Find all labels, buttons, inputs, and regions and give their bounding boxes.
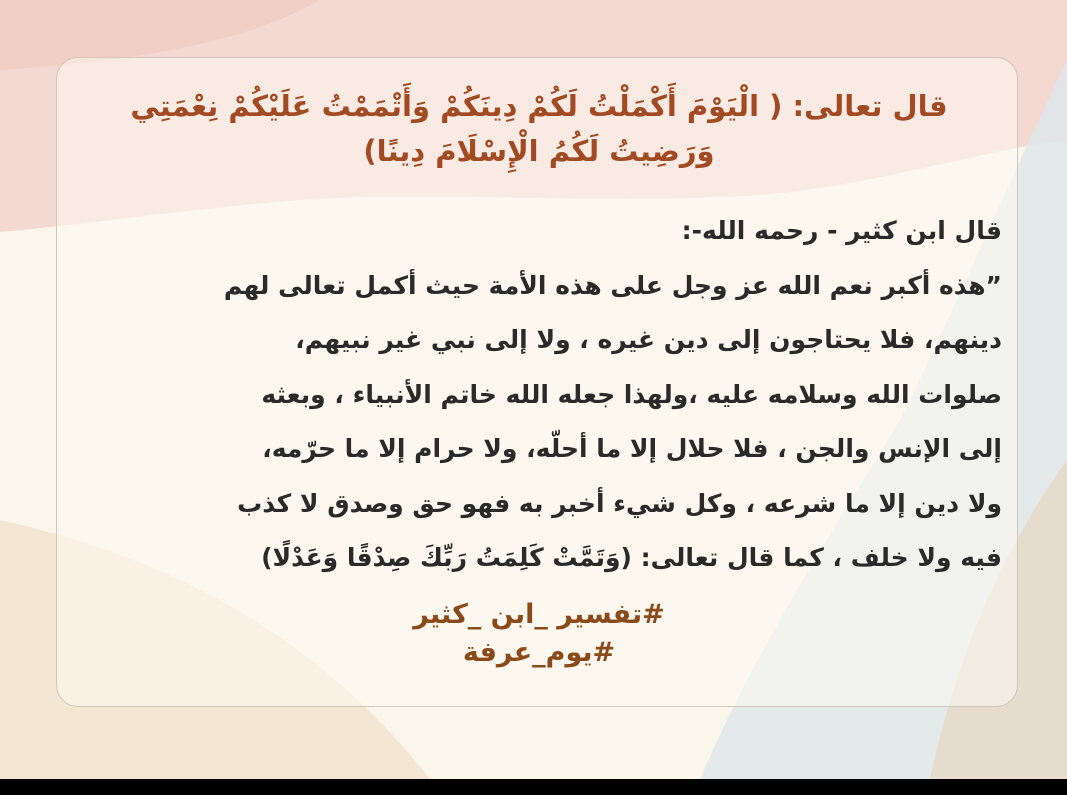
- hashtag-tafsir[interactable]: #تفسير _ابن _كثير: [413, 599, 665, 630]
- tafsir-line: ولا دين إلا ما شرعه ، وكل شيء أخبر به فهو حق وصدق لا كذب: [237, 488, 1002, 518]
- tafsir-attribution: قال ابن كثير - رحمه الله-:: [681, 216, 1002, 245]
- tafsir-line: إلى الإنس والجن ، فلا حلال إلا ما أحلّه، ولا حرام إلا ما حرّمه،: [262, 434, 1002, 463]
- tafsir-line: فيه ولا خلف ، كما قال تعالى: (وَتَمَّتْ كَلِمَتُ رَبِّكَ صِدْقًا وَعَدْلًا): [261, 543, 1002, 572]
- tafsir-line: صلوات الله وسلامه عليه ،ولهذا جعله الله خاتم الأنبياء ، وبعثه: [261, 379, 1002, 409]
- hashtag-arafah[interactable]: #يوم_عرفة: [462, 637, 616, 668]
- quran-verse: [60, 84, 1018, 174]
- tafsir-line: دينهم، فلا يحتاجون إلى دين غيره ، ولا إلى نبي غير نبيهم،: [295, 325, 1002, 354]
- hashtags: [60, 596, 1018, 672]
- tafsir-text: [60, 204, 1002, 586]
- verse-line: وَرَضِيتُ لَكُمُ الْإِسْلَامَ دِينًا): [363, 134, 715, 168]
- bottom-bar: [0, 779, 1067, 795]
- verse-line: قال تعالى: ( الْيَوْمَ أَكْمَلْتُ لَكُمْ دِينَكُمْ وَأَتْمَمْتُ عَلَيْكُمْ نِعْمَتِي: [130, 89, 948, 123]
- tafsir-line: ”هذه أكبر نعم الله عز وجل على هذه الأمة حيث أكمل تعالى لهم: [223, 270, 1002, 300]
